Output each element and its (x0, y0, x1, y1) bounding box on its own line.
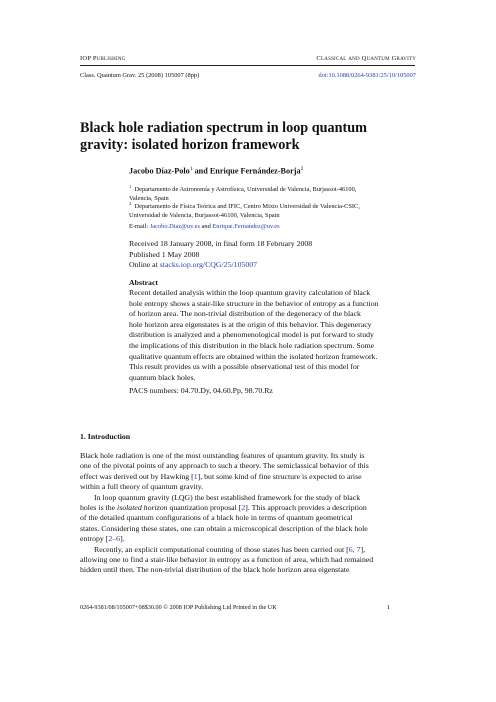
affiliation-2 (129, 200, 379, 220)
author-separator: and (192, 166, 210, 176)
email-link[interactable]: Enrique.Fernandez@uv.es (212, 223, 280, 230)
online-prefix: Online at (129, 260, 160, 269)
email-link[interactable]: Jacobo.Diaz@uv.es (149, 223, 200, 230)
title-line-2: gravity: isolated horizon framework (80, 136, 300, 153)
affiliation-text: Universidad de Valencia, Burjassot-46100, Valencia, Spain (129, 211, 280, 219)
title-line-1: Black hole radiation spectrum in loop quantum (80, 120, 367, 136)
journal-header: Classical and Quantum Gravity (316, 55, 416, 62)
affiliation-number: 2 (129, 201, 132, 206)
author-name: Jacobo Díaz-Polo (129, 166, 190, 176)
doi-link[interactable]: doi:10.1088/0264-9381/25/10/105007 (318, 72, 416, 79)
body-line: states. Considering these states, one can obtain a microscopical description of the black hole (80, 523, 368, 533)
paper-title (80, 120, 415, 153)
citation-ref[interactable]: 2 (241, 503, 246, 513)
author-name: Enrique Fernández-Borja (209, 166, 301, 176)
abstract-line: qualitative quantum effects are obtained within the isolated horizon framework. (129, 351, 378, 361)
body-line: within a full theory of quantum gravity. (80, 482, 204, 492)
paragraph-3 (80, 545, 390, 576)
paragraph-1 (80, 451, 390, 493)
body-line: effect was derived out by Hawking [1], but some kind of fine structure is expected to arise (80, 471, 362, 481)
abstract-line: quantum black holes. (129, 372, 196, 382)
footer-copyright: 0264-9381/08/105007+08$30.00 © 2008 IOP Publishing Ltd Printed in the UK (80, 604, 277, 611)
body-line: entropy [2–6]. (80, 534, 125, 544)
abstract-line: the implications of this distribution in the black hole radiation spectrum. Some (129, 340, 375, 350)
affiliation-text: Departamento de Física Teórica and IFIC, Centro Mixto Universidad de Valencia-CSIC, (134, 203, 360, 211)
body-line: Recently, an explicit computational counting of those states has been carried out [6, 7], (94, 544, 366, 554)
publisher-header: IOP Publishing (80, 55, 126, 62)
body-line: In loop quantum gravity (LQG) the best established framework for the study of black (94, 492, 361, 502)
abstract-heading: Abstract (129, 278, 159, 287)
published-date: Published 1 May 2008 (129, 249, 200, 259)
abstract-line: of horizon area. The non-trivial distribution of the degeneracy of the black (129, 309, 361, 319)
body-line: holes is the isolated horizon quantization proposal [2]. This approach provides a description (80, 503, 367, 513)
publication-dates (129, 239, 312, 271)
body-line: Black hole radiation is one of the most outstanding features of quantum gravity. Its study is (80, 451, 365, 460)
abstract-line: hole entropy shows a stair-like structure in the behavior of entropy as a function (129, 298, 379, 308)
abstract-line: hole horizon area eigenstates is at the origin of this behavior. This degeneracy (129, 319, 372, 329)
online-line (129, 260, 312, 271)
affiliation-marker: 1 (189, 166, 193, 172)
citation-ref[interactable]: 2–6 (108, 534, 121, 544)
affiliation-number: 1 (129, 184, 132, 189)
online-url-link[interactable]: stacks.iop.org/CQG/25/105007 (159, 260, 258, 269)
section-body (80, 451, 390, 576)
author-list (129, 166, 303, 176)
affiliation-text: Valencia, Spain (129, 194, 169, 202)
citation-ref[interactable]: 1 (193, 471, 198, 481)
paragraph-2 (80, 493, 390, 545)
abstract-body (129, 288, 388, 383)
abstract-line: distribution is analyzed and a phenomenological model is put forward to study (129, 330, 374, 340)
abstract-line: This result provides us with a possible observational test of this model for (129, 362, 360, 372)
abstract-line: Recent detailed analysis within the loop quantum gravity calculation of black (129, 288, 371, 297)
email-separator: and (199, 223, 213, 230)
email-line (129, 223, 280, 230)
page-number: 1 (386, 604, 390, 611)
body-line: one of the pivotal points of any approach to such a theory. The semiclassical behavior of this (80, 461, 369, 471)
received-date: Received 18 January 2008, in final form 18 February 2008 (129, 239, 313, 248)
section-heading: 1. Introduction (80, 432, 131, 441)
header-rule (80, 65, 415, 66)
body-line: hidden until then. The non-trivial distribution of the black hole horizon area eigenstate (80, 565, 350, 575)
pacs-numbers: PACS numbers: 04.70.Dy, 04.60.Pp, 98.70.Rz (129, 386, 273, 395)
body-line: of the detailed quantum configurations of a black hole in terms of quantum geometrical (80, 513, 353, 523)
citation-line: Class. Quantum Grav. 25 (2008) 105007 (8pp) (80, 72, 200, 79)
body-line: allowing one to find a stair-like behavior in entropy as a function of area, which had remained (80, 555, 374, 565)
affiliation-marker: 2 (300, 166, 304, 172)
citation-ref[interactable]: 6, 7 (348, 544, 361, 554)
email-label: E-mail: (129, 223, 150, 230)
affiliation-text: Departamento de Astronomía y Astrofísica, Universidad de Valencia, Burjassot-46100, (134, 186, 357, 194)
